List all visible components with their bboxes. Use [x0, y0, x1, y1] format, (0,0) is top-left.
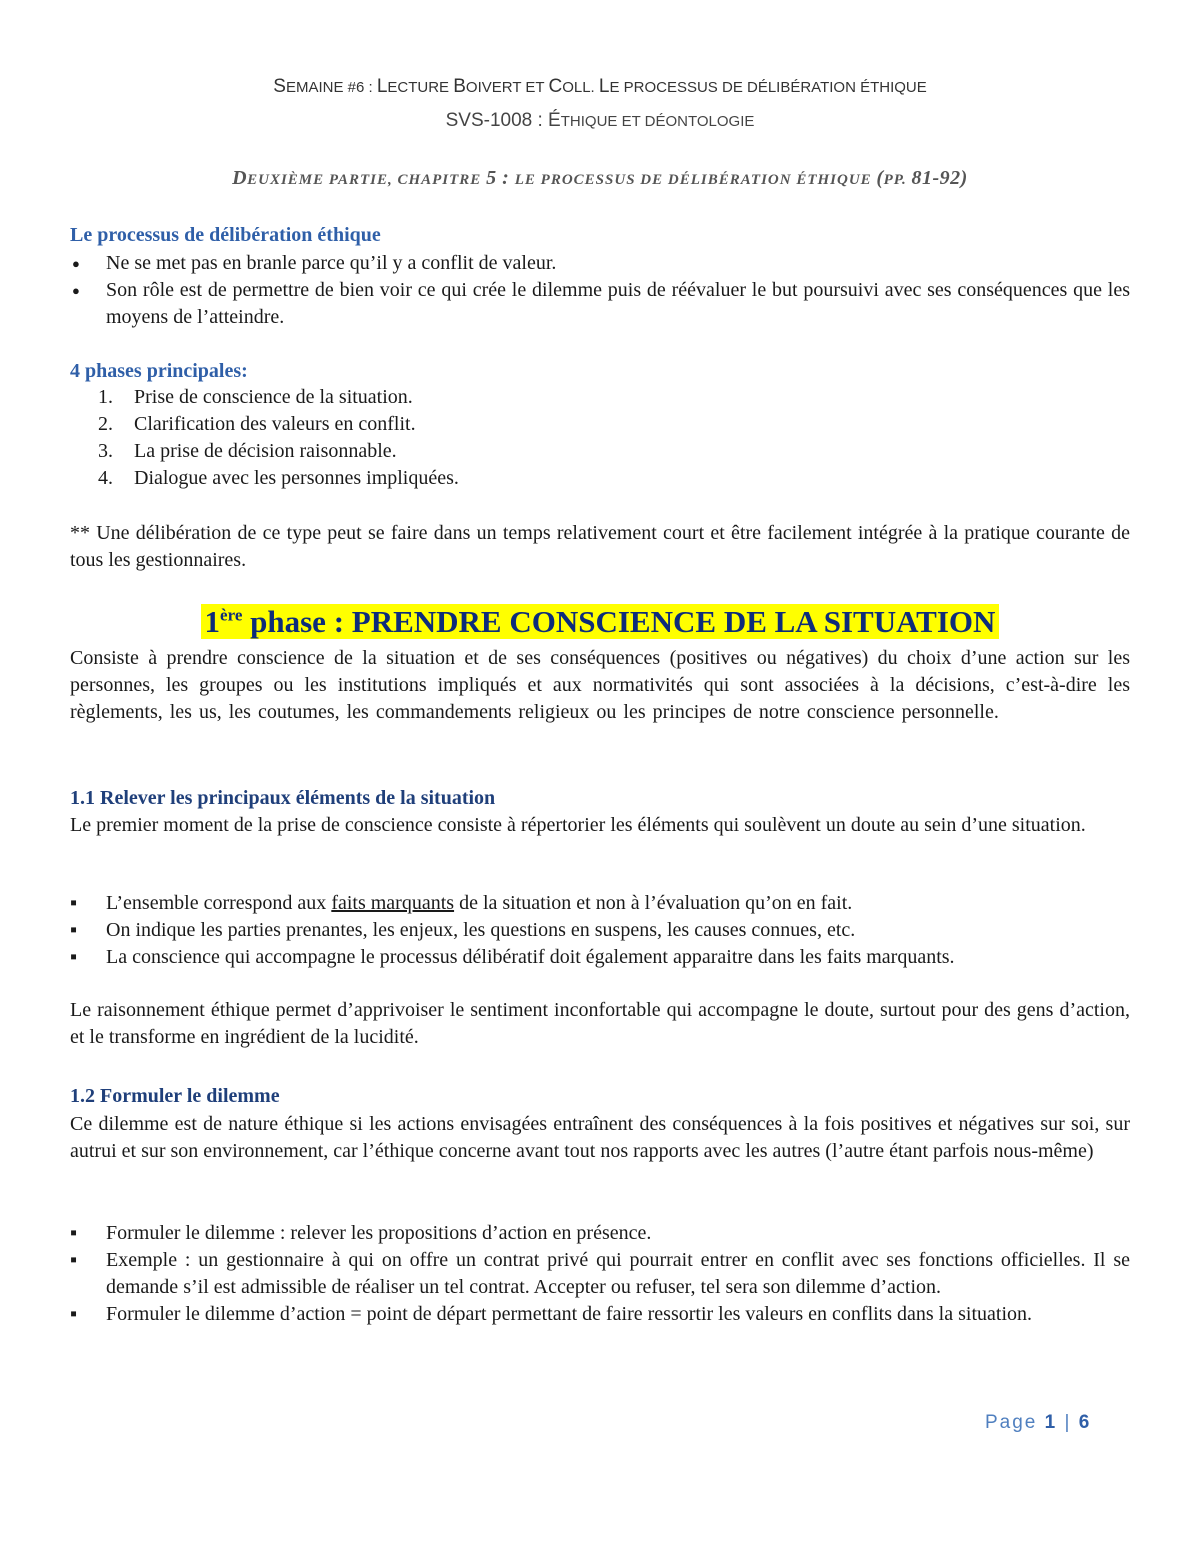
- s12-bullet-list: [70, 1220, 1130, 1328]
- paragraph: Le premier moment de la prise de conscience consiste à répertorier les éléments qui soulèvent un doute au sein d’une situation.: [70, 814, 1086, 836]
- underlined-term: faits marquants: [331, 892, 455, 914]
- list-item: [70, 890, 1130, 917]
- list-item: ▪ La conscience qui accompagne le processus délibératif doit également apparaitre dans les faits marquants.: [70, 944, 1130, 971]
- phases-list: [70, 384, 1130, 492]
- current-page: 1: [1044, 1412, 1058, 1433]
- phases-heading: 4 phases principales:: [70, 360, 248, 382]
- page-separator: |: [1057, 1412, 1079, 1433]
- list-text: La prise de décision raisonnable.: [134, 440, 397, 462]
- subsection-heading: 1.2 Formuler le dilemme: [70, 1085, 280, 1107]
- page-label: Page: [985, 1412, 1045, 1433]
- subtitle-part: PP.: [883, 172, 912, 188]
- title-part: L: [598, 76, 610, 97]
- list-item: ● Son rôle est de permettre de bien voir ce qui crée le dilemme puis de réévaluer le but poursuivi avec ses conséquences que les moyens de l’atteindre.: [70, 277, 1130, 331]
- phase-number: 1: [204, 604, 221, 639]
- list-number: 3.: [98, 440, 113, 462]
- list-text: Clarification des valeurs en conflit.: [134, 413, 416, 435]
- phase-intro-paragraph: Consiste à prendre conscience de la situation et de ses conséquences (positives ou négatives) du choix d’une action sur les personnes, les groupes ou les institutions impliqués et aux normativités qui sont associées à la décisions, c’est-à-dire les règlements, les us, les coutumes, les commandements religieux ou les principes de notre conscience personnelle.: [70, 647, 1130, 723]
- title-part: OIVERT ET: [465, 79, 549, 96]
- text-run: L’ensemble correspond aux: [106, 892, 332, 914]
- course-part: THIQUE ET DÉONTOLOGIE: [560, 113, 755, 130]
- title-part: L: [376, 76, 388, 97]
- page-number: [985, 1412, 1091, 1434]
- title-part: C: [548, 76, 563, 97]
- intro-bullet-list: [70, 250, 1130, 331]
- paragraph: Le raisonnement éthique permet d’apprivoiser le sentiment inconfortable qui accompagne le doute, surtout pour des gens d’action, et le transforme en ingrédient de la lucidité.: [70, 999, 1130, 1048]
- text-run: de la situation et non à l’évaluation qu’on en fait.: [454, 892, 853, 914]
- phase-title-text: phase : PRENDRE CONSCIENCE DE LA SITUATION: [242, 604, 996, 639]
- course-part: SVS-1008 :: [445, 110, 549, 131]
- title-part: E PROCESSUS DE DÉLIBÉRATION ÉTHIQUE: [609, 79, 927, 96]
- list-number: 4.: [98, 467, 113, 489]
- list-number: 2.: [98, 413, 113, 435]
- subtitle-part: LE PROCESSUS DE DÉLIBÉRATION ÉTHIQUE: [514, 172, 877, 188]
- s11-bullet-list: [70, 890, 1130, 971]
- list-text: Prise de conscience de la situation.: [134, 386, 413, 408]
- list-item: ● Ne se met pas en branle parce qu’il y a conflit de valeur.: [70, 250, 1130, 277]
- list-item: ▪ Formuler le dilemme d’action = point de départ permettant de faire ressortir les valeurs en conflits dans la situation.: [70, 1301, 1130, 1328]
- chapter-subtitle: [0, 167, 1200, 190]
- list-item: ▪ Formuler le dilemme : relever les propositions d’action en présence.: [70, 1220, 1130, 1247]
- list-text: Dialogue avec les personnes impliquées.: [134, 467, 459, 489]
- subtitle-part: (: [876, 167, 884, 189]
- title-part: S: [273, 76, 286, 97]
- subtitle-part: EUXIÈME PARTIE, CHAPITRE: [247, 172, 487, 188]
- list-item: ▪ Exemple : un gestionnaire à qui on offre un contrat privé qui pourrait entrer en conflit avec ses fonctions officielles. Il se demande s’il est admissible de réaliser un tel contrat. Accepter ou refuser, tel sera son dilemme d’action.: [70, 1247, 1130, 1301]
- phase-title: [0, 604, 1200, 640]
- highlight: [201, 604, 1000, 639]
- course-code: [0, 110, 1200, 132]
- paragraph: Ce dilemme est de nature éthique si les actions envisagées entraînent des conséquences à la fois positives et négatives sur soi, sur autrui et sur son environnement, car l’éthique concerne avant tout nos rapports avec les autres (l’autre étant parfois nous-même): [70, 1113, 1130, 1162]
- section-heading: Le processus de délibération éthique: [70, 224, 381, 246]
- course-part: É: [548, 110, 561, 131]
- list-item: [70, 438, 1130, 465]
- list-item: [70, 411, 1130, 438]
- subtitle-part: 5 :: [486, 167, 515, 189]
- title-part: B: [453, 76, 466, 97]
- title-part: OLL.: [562, 79, 599, 96]
- list-item: [70, 465, 1130, 492]
- list-item: [70, 384, 1130, 411]
- phase-ordinal: ère: [220, 605, 243, 625]
- list-number: 1.: [98, 386, 113, 408]
- title-part: ECTURE: [387, 79, 454, 96]
- document-title: [0, 76, 1200, 98]
- list-item: ▪ On indique les parties prenantes, les enjeux, les questions en suspens, les causes connues, etc.: [70, 917, 1130, 944]
- phases-note: ** Une délibération de ce type peut se faire dans un temps relativement court et être facilement intégrée à la pratique courante de tous les gestionnaires.: [70, 522, 1130, 571]
- subsection-heading: 1.1 Relever les principaux éléments de la situation: [70, 787, 496, 809]
- subtitle-part: 81-92): [911, 167, 968, 189]
- total-pages: 6: [1078, 1412, 1092, 1433]
- title-part: EMAINE #6 :: [285, 79, 377, 96]
- subtitle-part: D: [232, 167, 248, 189]
